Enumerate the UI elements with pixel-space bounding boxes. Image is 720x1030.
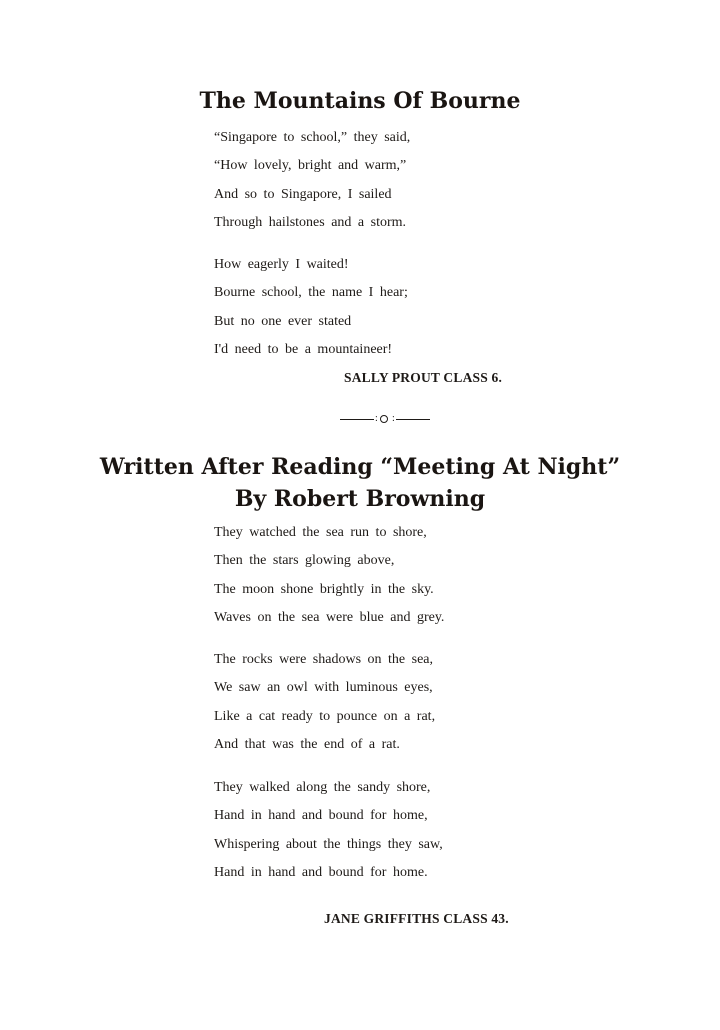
poem-1-stanza-2 xyxy=(214,257,408,370)
section-divider xyxy=(340,412,430,426)
poem-2-stanza-1 xyxy=(214,525,444,638)
poem-line: Through hailstones and a storm. xyxy=(214,214,407,230)
poem-line: And so to Singapore, I sailed xyxy=(214,186,392,202)
poem-line: We saw an owl with luminous eyes, xyxy=(214,680,433,696)
poem-line: The moon shone brightly in the sky. xyxy=(214,581,434,597)
poem-line: Then the stars glowing above, xyxy=(214,553,395,569)
divider-colon-left: : xyxy=(375,413,378,424)
poem-line: How eagerly I waited! xyxy=(214,257,349,272)
poem-2-stanza-3 xyxy=(214,780,443,893)
poem-2-title-line-1: Written After Reading “Meeting At Night” xyxy=(99,454,621,480)
poem-line: Bourne school, the name I hear; xyxy=(214,285,408,301)
poem-2-author: JANE GRIFFITHS CLASS 43. xyxy=(324,911,509,926)
poem-line: But no one ever stated xyxy=(214,313,352,329)
poem-line: Whispering about the things they saw, xyxy=(214,836,443,852)
poem-1-title: The Mountains Of Bourne xyxy=(199,88,521,114)
divider-rule-right xyxy=(396,419,430,420)
poem-line: Like a cat ready to pounce on a rat, xyxy=(214,708,436,724)
poem-line: And that was the end of a rat. xyxy=(214,736,400,752)
poem-line: Hand in hand and bound for home. xyxy=(214,864,428,880)
divider-rule-left xyxy=(340,419,374,420)
poem-line: Hand in hand and bound for home, xyxy=(214,808,428,824)
poem-line: The rocks were shadows on the sea, xyxy=(214,652,433,667)
poem-1-stanza-1 xyxy=(214,130,410,243)
poem-line: “Singapore to school,” they said, xyxy=(214,130,411,145)
poem-1-author: SALLY PROUT CLASS 6. xyxy=(344,370,503,385)
poem-line: They walked along the sandy shore, xyxy=(214,780,431,795)
poem-2-title-line-2: By Robert Browning xyxy=(234,486,486,512)
poem-line: I'd need to be a mountaineer! xyxy=(214,341,393,357)
poem-line: “How lovely, bright and warm,” xyxy=(214,158,407,174)
poem-line: They watched the sea run to shore, xyxy=(214,525,427,540)
divider-circle-icon xyxy=(380,415,388,423)
poem-line: Waves on the sea were blue and grey. xyxy=(214,609,445,625)
poem-2-stanza-2 xyxy=(214,652,435,765)
divider-colon-right: : xyxy=(392,413,395,424)
